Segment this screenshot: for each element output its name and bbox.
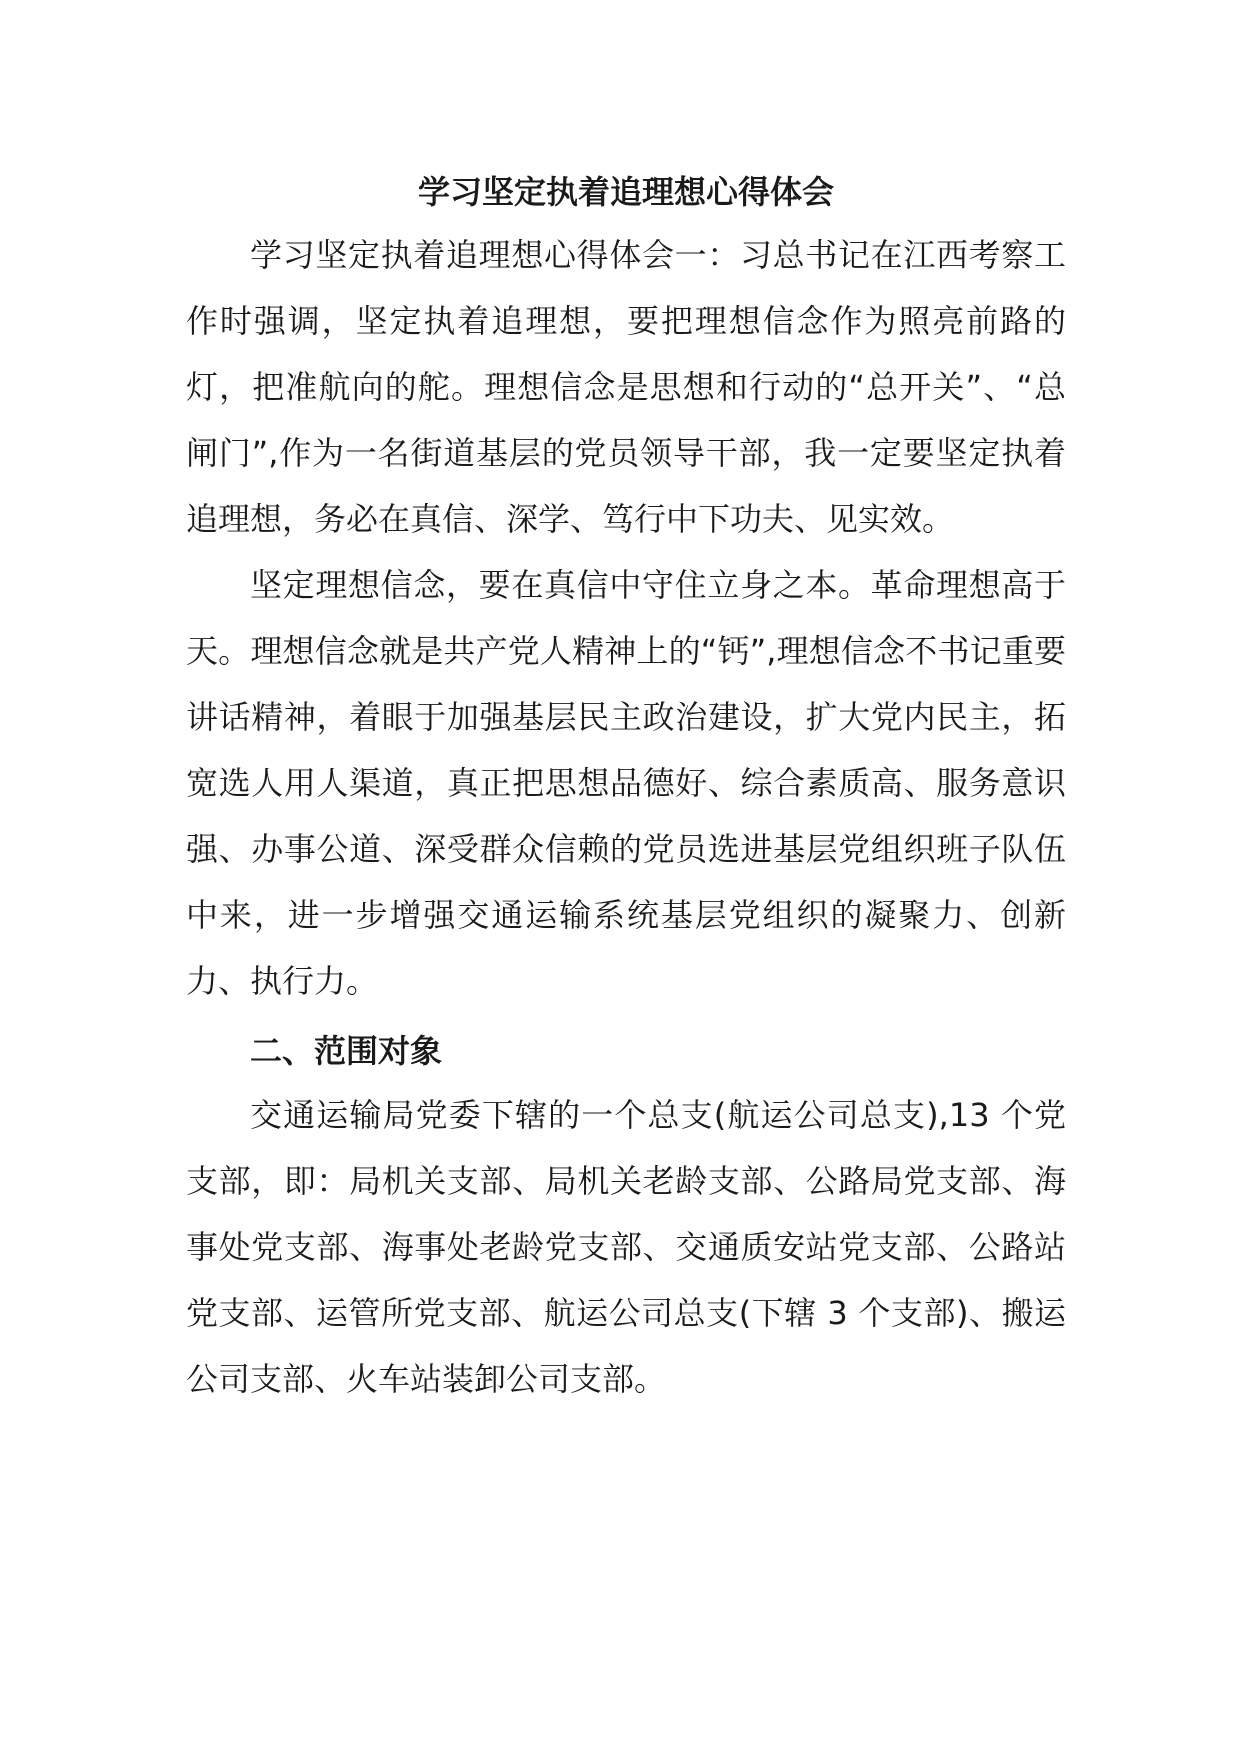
section-heading: 二、范围对象 xyxy=(250,1032,443,1070)
document-title: 学习坚定执着追理想心得体会 xyxy=(417,173,834,211)
document-body xyxy=(186,162,1066,1412)
section-paragraph: 交通运输局党委下辖的一个总支(航运公司总支),13 个党支部，即：局机关支部、局机关老龄支部、公路局党支部、海事处党支部、海事处老龄党支部、交通质安站党支部、公路站党支部、运管所党支部、航运公司总支(下辖 3 个支部)、搬运公司支部、火车站装卸公司支部。 xyxy=(186,1096,1066,1398)
paragraph-2: 坚定理想信念，要在真信中守住立身之本。革命理想高于天。理想信念就是共产党人精神上的“钙”,理想信念不书记重要讲话精神，着眼于加强基层民主政治建设，扩大党内民主，拓宽选人用人渠道，真正把思想品德好、综合素质高、服务意识强、办事公道、深受群众信赖的党员选进基层党组织班子队伍中来，进一步增强交通运输系统基层党组织的凝聚力、创新力、执行力。 xyxy=(186,566,1066,1000)
paragraph-1: 学习坚定执着追理想心得体会一：习总书记在江西考察工作时强调，坚定执着追理想，要把理想信念作为照亮前路的灯，把准航向的舵。理想信念是思想和行动的“总开关”、“总闸门”,作为一名街道基层的党员领导干部，我一定要坚定执着追理想，务必在真信、深学、笃行中下功夫、见实效。 xyxy=(186,236,1066,538)
